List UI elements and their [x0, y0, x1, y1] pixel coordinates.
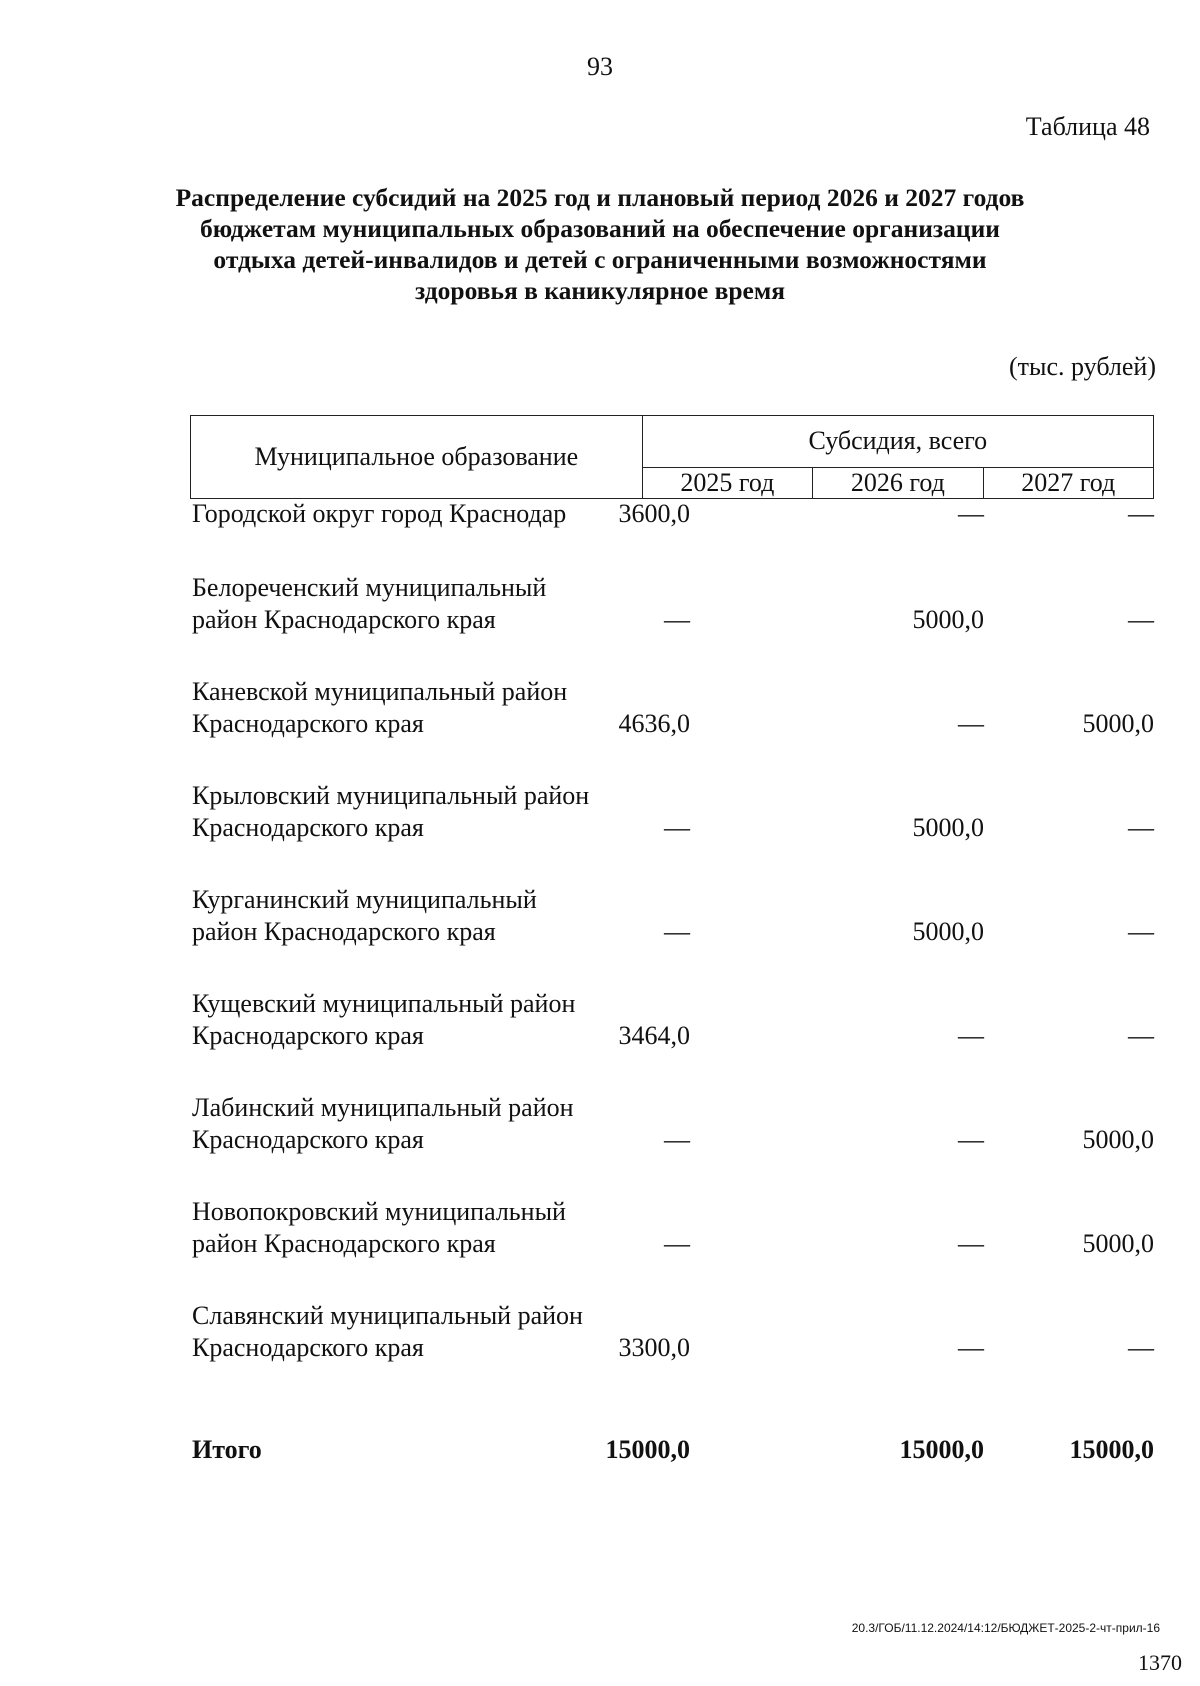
total-2026: 15000,0	[899, 1435, 984, 1464]
value-2026: 5000,0	[912, 917, 984, 946]
value-2025: —	[664, 1125, 690, 1154]
municipality-name-line: район Краснодарского края	[192, 605, 496, 634]
value-2027: 5000,0	[1082, 1229, 1154, 1258]
title-line: отдыха детей-инвалидов и детей с ограниченными возможностями	[213, 245, 987, 274]
municipality-name-line: Курганинский муниципальный	[192, 885, 537, 914]
header-municipality: Муниципальное образование	[191, 416, 643, 499]
value-2027: —	[1128, 605, 1154, 634]
municipality-name-line: Краснодарского края	[192, 1021, 424, 1050]
value-2027: 5000,0	[1082, 709, 1154, 738]
municipality-name-line: Новопокровский муниципальный	[192, 1197, 566, 1226]
municipality-name-line: Крыловский муниципальный район	[192, 781, 590, 810]
value-2026: —	[958, 499, 984, 528]
table-label: Таблица 48	[1025, 112, 1150, 141]
value-2025: 3300,0	[618, 1333, 690, 1362]
page-number: 93	[587, 52, 613, 81]
value-2025: 3464,0	[618, 1021, 690, 1050]
value-2027: 5000,0	[1082, 1125, 1154, 1154]
value-2027: —	[1128, 499, 1154, 528]
value-2027: —	[1128, 917, 1154, 946]
value-2027: —	[1128, 1333, 1154, 1362]
municipality-name	[192, 780, 589, 844]
header-year-2027: 2027 год	[983, 467, 1153, 498]
document-title	[150, 182, 1050, 306]
municipality-name	[192, 884, 537, 948]
municipality-name-line: район Краснодарского края	[192, 1229, 496, 1258]
value-2025: 4636,0	[618, 709, 690, 738]
units-label: (тыс. рублей)	[1008, 352, 1156, 381]
municipality-name	[192, 1092, 574, 1156]
municipality-name-line: Краснодарского края	[192, 1125, 424, 1154]
municipality-name-line: Городской округ город Краснодар	[192, 499, 567, 528]
municipality-name	[192, 498, 566, 530]
header-year-2026: 2026 год	[813, 467, 983, 498]
municipality-name	[192, 1196, 566, 1260]
municipality-name-line: Краснодарского края	[192, 709, 424, 738]
value-2026: —	[958, 1125, 984, 1154]
total-2027: 15000,0	[1069, 1435, 1154, 1464]
header-year-2025: 2025 год	[642, 467, 812, 498]
value-2025: —	[664, 1229, 690, 1258]
value-2025: —	[664, 605, 690, 634]
municipality-name-line: Кущевский муниципальный район	[192, 989, 576, 1018]
title-line: бюджетам муниципальных образований на обеспечение организации	[200, 214, 1000, 243]
municipality-name-line: Славянский муниципальный район	[192, 1301, 583, 1330]
footer-number: 1370	[1138, 1650, 1182, 1675]
municipality-name-line: Белореченский муниципальный	[192, 573, 547, 602]
municipality-name-line: Лабинский муниципальный район	[192, 1093, 574, 1122]
municipality-name-line: Каневской муниципальный район	[192, 677, 568, 706]
value-2027: —	[1128, 813, 1154, 842]
municipality-name	[192, 988, 575, 1052]
municipality-name-line: Краснодарского края	[192, 813, 424, 842]
total-2025: 15000,0	[605, 1435, 690, 1464]
municipality-name	[192, 572, 546, 636]
value-2026: 5000,0	[912, 813, 984, 842]
header-subsidy-total: Субсидия, всего	[642, 416, 1153, 468]
title-line: здоровья в каникулярное время	[414, 276, 786, 305]
municipality-name	[192, 1300, 583, 1364]
value-2025: —	[664, 813, 690, 842]
value-2026: —	[958, 1333, 984, 1362]
value-2026: —	[958, 1021, 984, 1050]
value-2026: 5000,0	[912, 605, 984, 634]
value-2025: 3600,0	[618, 499, 690, 528]
total-label: Итого	[192, 1435, 262, 1464]
value-2025: —	[664, 917, 690, 946]
municipality-name	[192, 676, 567, 740]
table-header	[190, 415, 1154, 499]
value-2026: —	[958, 709, 984, 738]
value-2026: —	[958, 1229, 984, 1258]
footer-code: 20.3/ГОБ/11.12.2024/14:12/БЮДЖЕТ-2025-2-чт-прил-16	[851, 1621, 1160, 1635]
municipality-name-line: Краснодарского края	[192, 1333, 424, 1362]
municipality-name-line: район Краснодарского края	[192, 917, 496, 946]
title-line: Распределение субсидий на 2025 год и плановый период 2026 и 2027 годов	[175, 183, 1025, 212]
value-2027: —	[1128, 1021, 1154, 1050]
